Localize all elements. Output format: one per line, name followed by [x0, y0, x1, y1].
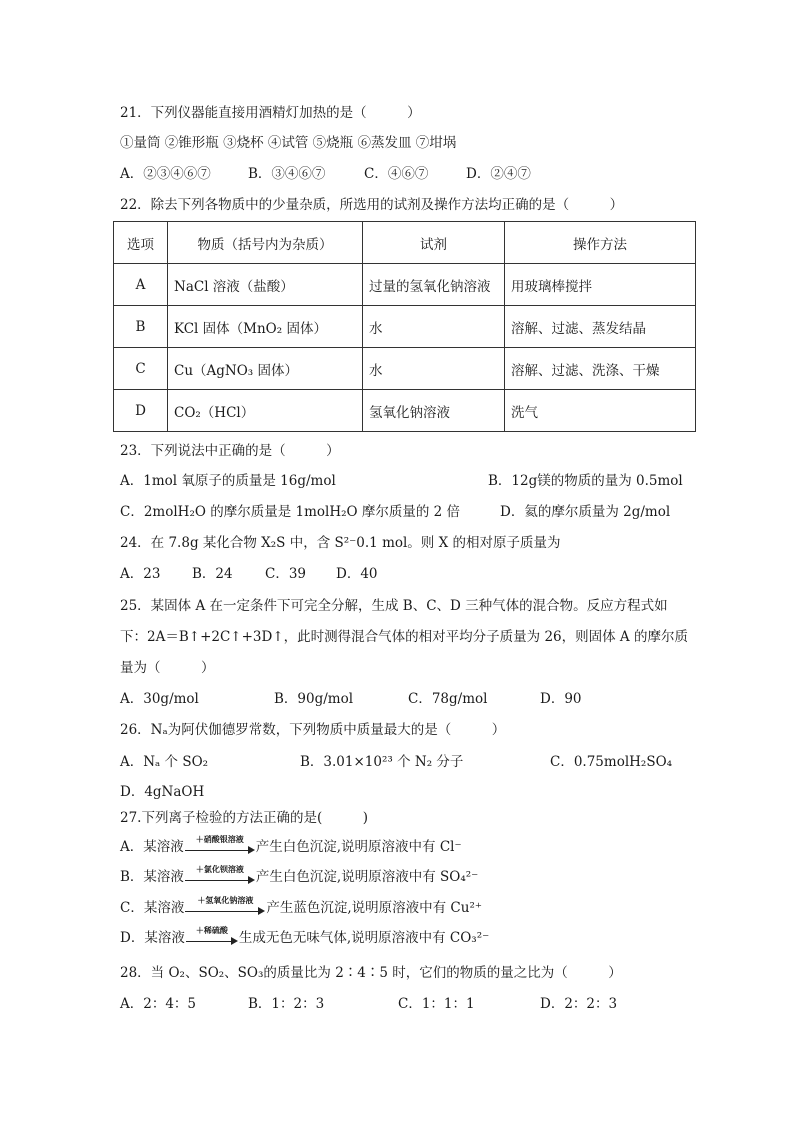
- cell-substance: CO₂（HCl）: [168, 390, 363, 432]
- q25-line-2: 下：2A＝B↑+2C↑+3D↑，此时测得混合气体的相对平均分子质量为 26，则固体 A 的摩尔质: [120, 629, 688, 645]
- table-row: [114, 264, 696, 306]
- q28-option-b: B．1：2：3: [248, 996, 325, 1012]
- header-method: 操作方法: [505, 222, 696, 264]
- q21-option-c: C．④⑥⑦: [364, 166, 429, 182]
- q28-option-a: A．2：4：5: [120, 996, 197, 1012]
- q21-option-a: A．②③④⑥⑦: [120, 166, 211, 182]
- q21-option-b: B．③④⑥⑦: [248, 166, 326, 182]
- table-header-row: [114, 222, 696, 264]
- cell-substance: Cu（AgNO₃ 固体）: [168, 348, 363, 390]
- q27-d-reagent: ＋稀硫酸: [195, 924, 228, 935]
- cell-method: 溶解、过滤、蒸发结晶: [505, 306, 696, 348]
- reaction-arrow-icon: [185, 894, 265, 916]
- q24-option-b: B．24: [192, 566, 233, 582]
- q28-option-c: C．1：1：1: [398, 996, 475, 1012]
- q24-option-a: A．23: [120, 566, 161, 582]
- cell-substance: NaCl 溶液（盐酸）: [168, 264, 363, 306]
- header-substance: 物质（括号内为杂质）: [168, 222, 363, 264]
- q24-stem: 24．在 7.8g 某化合物 X₂S 中，含 S²⁻0.1 mol。则 X 的相对原子质量为: [120, 535, 561, 551]
- q26-option-b: B．3.01×10²³ 个 N₂ 分子: [300, 754, 464, 770]
- q27-option-c: [120, 894, 482, 917]
- q28-stem: 28．当 O₂、SO₂、SO₃的质量比为 2∶4∶5 时，它们的物质的量之比为（ ）: [120, 965, 622, 981]
- q22-stem: 22．除去下列各物质中的少量杂质，所选用的试剂及操作方法均正确的是（ ）: [120, 197, 624, 213]
- q25-option-b: B．90g/mol: [274, 691, 354, 707]
- q25-line-1: 25．某固体 A 在一定条件下可完全分解，生成 B、C、D 三种气体的混合物。反应方程式如: [120, 598, 668, 614]
- q22-table: [113, 221, 696, 432]
- q25-option-c: C．78g/mol: [408, 691, 488, 707]
- q27-d-result: 生成无色无味气体,说明原溶液中有 CO₃²⁻: [238, 930, 490, 946]
- q28-option-d: D．2：2：3: [540, 996, 618, 1012]
- cell-reagent: 过量的氢氧化钠溶液: [363, 264, 505, 306]
- q27-a-prefix: A．某溶液: [120, 839, 184, 855]
- cell-substance: KCl 固体（MnO₂ 固体）: [168, 306, 363, 348]
- table-row: [114, 390, 696, 432]
- q23-option-b: B．12g镁的物质的量为 0.5mol: [488, 473, 683, 489]
- q27-option-d: [120, 924, 490, 947]
- cell-option: C: [114, 348, 168, 390]
- header-option: 选项: [114, 222, 168, 264]
- q27-c-prefix: C．某溶液: [120, 900, 185, 916]
- cell-option: A: [114, 264, 168, 306]
- cell-reagent: 水: [363, 306, 505, 348]
- q23-option-c: C．2molH₂O 的摩尔质量是 1molH₂O 摩尔质量的 2 倍: [120, 504, 461, 520]
- q21-option-d: D．②④⑦: [466, 166, 531, 182]
- q21-items: ①量筒 ②锥形瓶 ③烧杯 ④试管 ⑤烧瓶 ⑥蒸发皿 ⑦坩埚: [120, 135, 457, 151]
- q25-option-a: A．30g/mol: [120, 691, 199, 707]
- q24-option-d: D．40: [336, 566, 378, 582]
- q27-c-result: 产生蓝色沉淀,说明原溶液中有 Cu²⁺: [266, 900, 482, 916]
- q27-option-a: [120, 833, 462, 856]
- reaction-arrow-icon: [186, 924, 238, 946]
- q27-a-result: 产生白色沉淀,说明原溶液中有 Cl⁻: [255, 839, 462, 855]
- q24-option-c: C．39: [265, 566, 307, 582]
- q21-stem: 21．下列仪器能直接用酒精灯加热的是（ ）: [120, 105, 421, 121]
- table-row: [114, 348, 696, 390]
- q27-d-prefix: D．某溶液: [120, 930, 185, 946]
- q27-b-prefix: B．某溶液: [120, 869, 184, 885]
- q26-stem: 26．Nₐ为阿伏伽德罗常数，下列物质中质量最大的是（ ）: [120, 722, 506, 738]
- q27-stem: 27.下列离子检验的方法正确的是( ): [120, 810, 369, 826]
- q27-b-reagent: ＋氯化钡溶液: [195, 863, 244, 874]
- cell-method: 溶解、过滤、洗涤、干燥: [505, 348, 696, 390]
- cell-method: 洗气: [505, 390, 696, 432]
- table-row: [114, 306, 696, 348]
- q27-option-b: [120, 863, 479, 886]
- reaction-arrow-icon: [185, 863, 255, 885]
- q23-stem: 23．下列说法中正确的是（ ）: [120, 443, 340, 459]
- cell-option: B: [114, 306, 168, 348]
- q23-option-a: A．1mol 氧原子的质量是 16g/mol: [120, 473, 336, 489]
- cell-reagent: 氢氧化钠溶液: [363, 390, 505, 432]
- header-reagent: 试剂: [363, 222, 505, 264]
- q26-option-d: D．4gNaOH: [120, 784, 205, 800]
- q27-c-reagent: ＋氢氧化钠溶液: [197, 894, 254, 905]
- q27-a-reagent: ＋硝酸银溶液: [195, 833, 244, 844]
- q27-b-result: 产生白色沉淀,说明原溶液中有 SO₄²⁻: [255, 869, 479, 885]
- q25-line-3: 量为（ ）: [120, 660, 215, 676]
- reaction-arrow-icon: [185, 833, 255, 855]
- q26-option-a: A．Nₐ 个 SO₂: [120, 754, 209, 770]
- cell-method: 用玻璃棒搅拌: [505, 264, 696, 306]
- q23-option-d: D．氦的摩尔质量为 2g/mol: [500, 504, 671, 520]
- cell-reagent: 水: [363, 348, 505, 390]
- cell-option: D: [114, 390, 168, 432]
- q26-option-c: C．0.75molH₂SO₄: [550, 754, 673, 770]
- q25-option-d: D．90: [540, 691, 582, 707]
